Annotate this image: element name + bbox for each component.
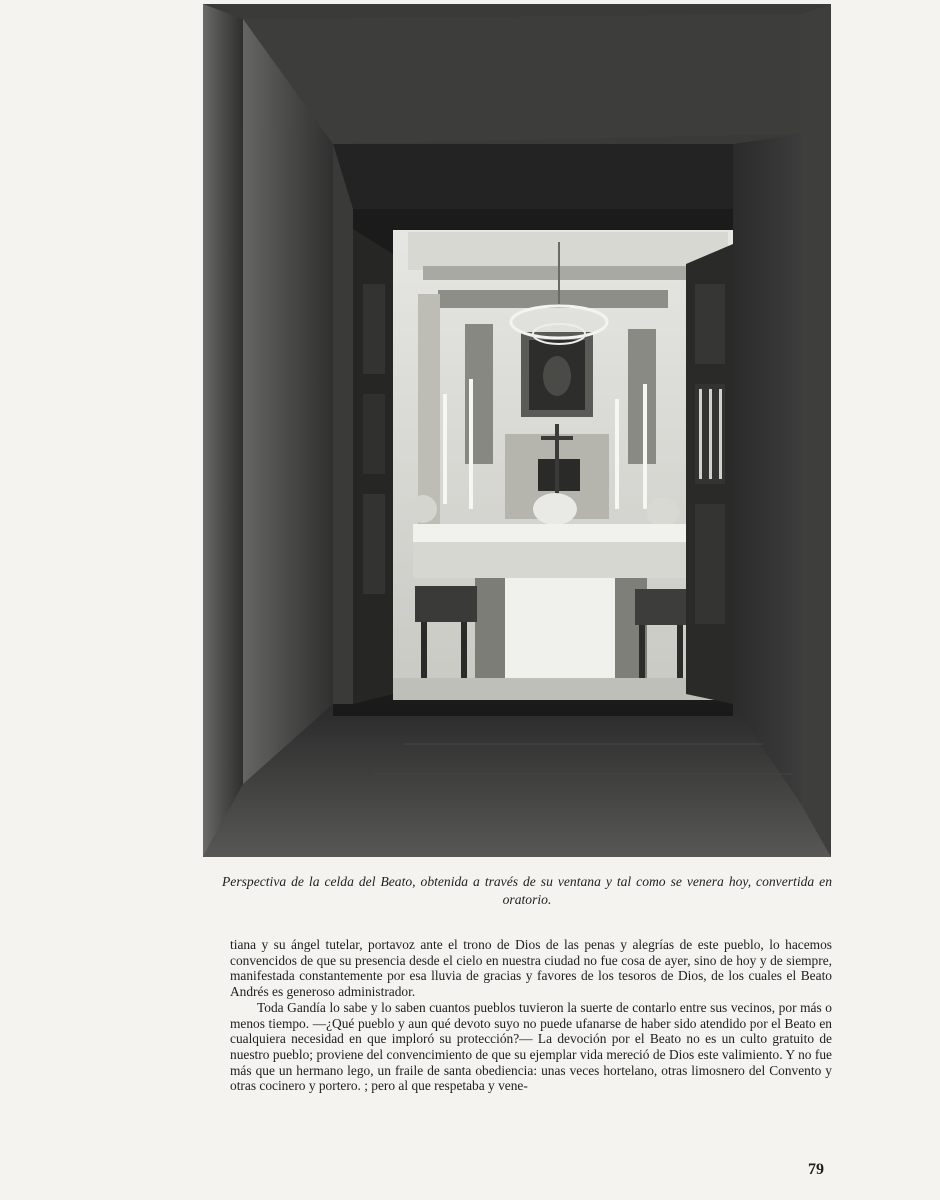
article-body [230,937,832,1094]
page-number: 79 [808,1161,824,1178]
altar-through-window-photo-icon [203,4,831,857]
paragraph: Toda Gandía lo sabe y lo saben cuantos pueblos tuvieron la suerte de contarlo entre sus vecinos, por más o menos tiempo. —¿Qué pueblo y aun qué devoto suyo no puede ufanarse de haber sido atendido por el Beato en cualquiera necesidad en que imploró su protección?— La devoción por el Beato no es un culto gratuito de nuestro pueblo; proviene del convencimiento de que su ejemplar vida mereció de Dios este valimiento. Y no fue más que un hermano lego, un fraile de santa obediencia: unas veces hortelano, otras limosnero del Convento y otras cocinero y portero. ; pero al que respetaba y vene- [230,999,832,1094]
photo-altar-through-window [203,4,831,857]
paragraph: tiana y su ángel tutelar, portavoz ante el trono de Dios de las penas y alegrías de este pueblo, lo hacemos convencidos de que su presencia desde el cielo en nuestra ciudad no fue cosa de ayer, sino de hoy y de siempre, manifestada constantemente por esa lluvia de gracias y favores de los tesoros de Dios, de los cuales el Beato Andrés es generoso administrador. [230,937,832,1000]
photo-caption: Perspectiva de la celda del Beato, obtenida a través de su ventana y tal como se venera hoy, convertida en oratorio. [222,874,832,907]
